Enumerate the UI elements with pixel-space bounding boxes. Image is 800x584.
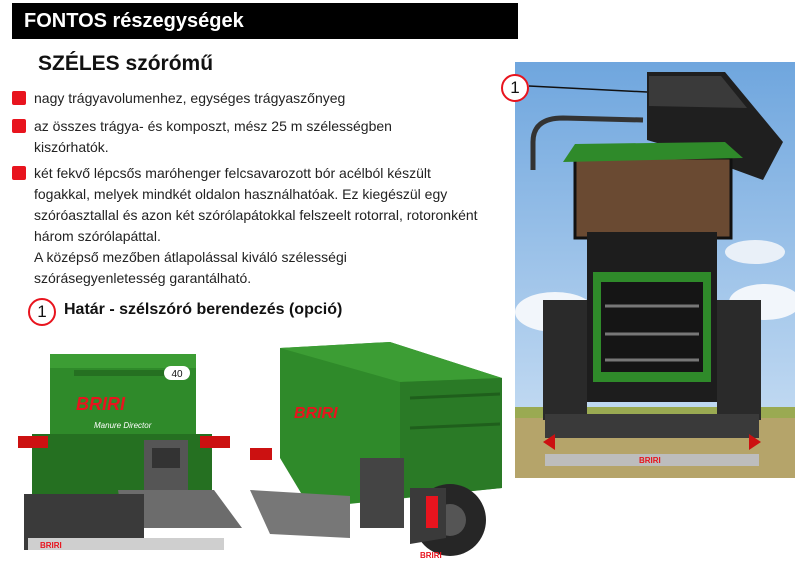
svg-text:BRIRI: BRIRI <box>40 541 62 550</box>
capacity-badge: 40 <box>171 369 183 380</box>
bullet-text: nagy trágyavolumenhez, egységes trágyaszőnyeg <box>34 90 346 106</box>
spreader-rear-photo <box>14 340 246 562</box>
brand-logo: BRIRI <box>639 456 661 465</box>
bullet-square-icon <box>12 119 26 133</box>
bullet-item-3 <box>12 163 482 289</box>
page-header <box>12 3 518 39</box>
bullet-square-icon <box>12 91 26 105</box>
bullet-text-extra: A középső mezőben átlapolással kiváló szélességi szórásegyenletesség garantálható. <box>34 249 347 286</box>
brand-logo: BRIRI <box>76 394 125 414</box>
brand-logo: BRIRI <box>294 405 338 422</box>
svg-text:BRIRI: BRIRI <box>420 551 442 560</box>
border-spreader-photo <box>515 62 795 478</box>
bullet-text: az összes trágya- és komposzt, mész 25 m szélességben kiszórhatók. <box>34 118 392 155</box>
bullet-square-icon <box>12 166 26 180</box>
photo-marker-badge: 1 <box>501 74 529 102</box>
bullet-text: két fekvő lépcsős maróhenger felcsavarozott bór acélból készült fogakkal, melyek mindkét oldalon használhatóak. Ez kiegészül egy szóróasztallal és azon két szórólapátokkal felszeelt rotorral, rotoronként három szórólapáttal. <box>34 165 478 244</box>
spreader-side-photo <box>250 338 504 564</box>
callout-label: Határ - szélszóró berendezés (opció) <box>64 301 343 318</box>
section-title: SZÉLES szórómű <box>38 52 214 75</box>
bullet-item-1 <box>12 88 502 109</box>
page-title: FONTOS részegységek <box>24 10 244 32</box>
bullet-item-2 <box>12 116 432 158</box>
model-label: Manure Director <box>94 421 152 430</box>
callout-number-badge: 1 <box>28 298 56 326</box>
